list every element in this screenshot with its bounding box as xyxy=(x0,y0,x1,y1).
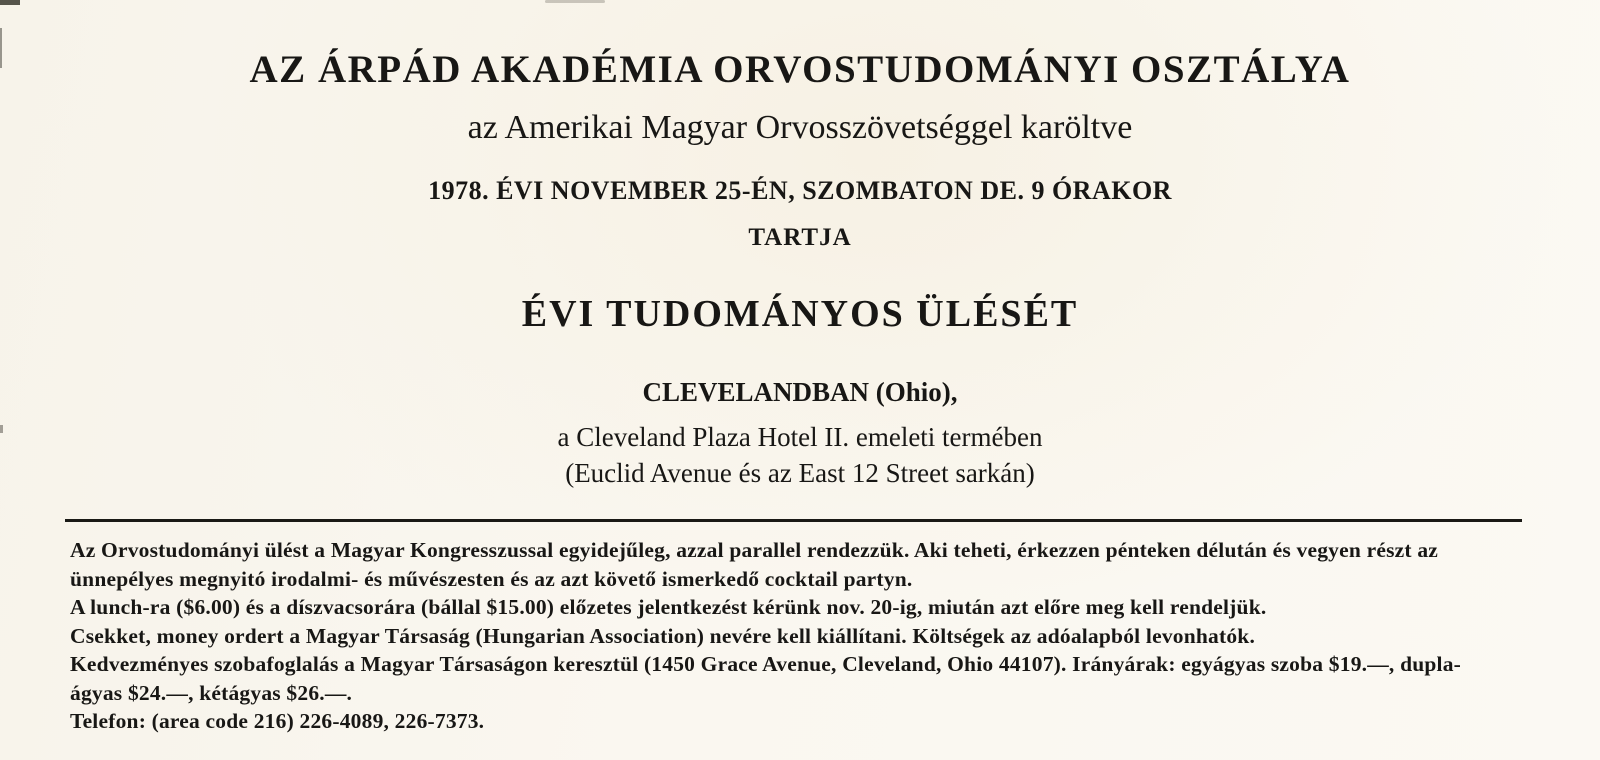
location-street: (Euclid Avenue és az East 12 Street sarkán) xyxy=(565,458,1035,489)
location-city: CLEVELANDBAN (Ohio), xyxy=(642,377,958,407)
details-paragraph-block xyxy=(70,536,1530,736)
scan-artifact xyxy=(545,0,605,3)
event-date-line: 1978. ÉVI NOVEMBER 25-ÉN, SZOMBATON DE. 9 ÓRAKOR xyxy=(428,176,1172,205)
location-venue: a Cleveland Plaza Hotel II. emeleti termében xyxy=(557,422,1043,452)
body-line: Kedvezményes szobafoglalás a Magyar Társaságon keresztül (1450 Grace Avenue, Cleveland, Ohio 44107). Irányárak: egyágyas szoba $19.—, dupla- xyxy=(70,652,1462,676)
body-line: ágyas $24.—, kétágyas $26.—. xyxy=(70,680,353,705)
verb-line: TARTJA xyxy=(748,224,852,251)
scan-artifact xyxy=(0,28,2,68)
body-line: Csekket, money ordert a Magyar Társaság (Hungarian Association) nevére kell kiállítani. Költségek az adóalapból levonhatók. xyxy=(70,623,1256,648)
body-line: ünnepélyes megnyitó irodalmi- és művészesten és az azt követő ismerkedő cocktail partyn. xyxy=(70,566,913,591)
organization-subtitle: az Amerikai Magyar Orvosszövetséggel karöltve xyxy=(467,109,1133,146)
event-title: ÉVI TUDOMÁNYOS ÜLÉSÉT xyxy=(521,293,1079,335)
body-line: Az Orvostudományi ülést a Magyar Kongresszussal egyidejűleg, azzal parallel rendezzük. Aki teheti, érkezzen pénteken délután és vegyen részt az xyxy=(70,538,1439,562)
body-line: Telefon: (area code 216) 226-4089, 226-7373. xyxy=(70,709,485,733)
scan-artifact xyxy=(0,425,3,433)
organization-title: AZ ÁRPÁD AKADÉMIA ORVOSTUDOMÁNYI OSZTÁLYA xyxy=(249,48,1351,91)
horizontal-divider xyxy=(65,519,1522,522)
scan-artifact xyxy=(0,0,20,5)
body-line: A lunch-ra ($6.00) és a díszvacsorára (bállal $15.00) előzetes jelentkezést kérünk nov. 20-ig, miután azt előre meg kell rendeljük. xyxy=(70,595,1267,619)
